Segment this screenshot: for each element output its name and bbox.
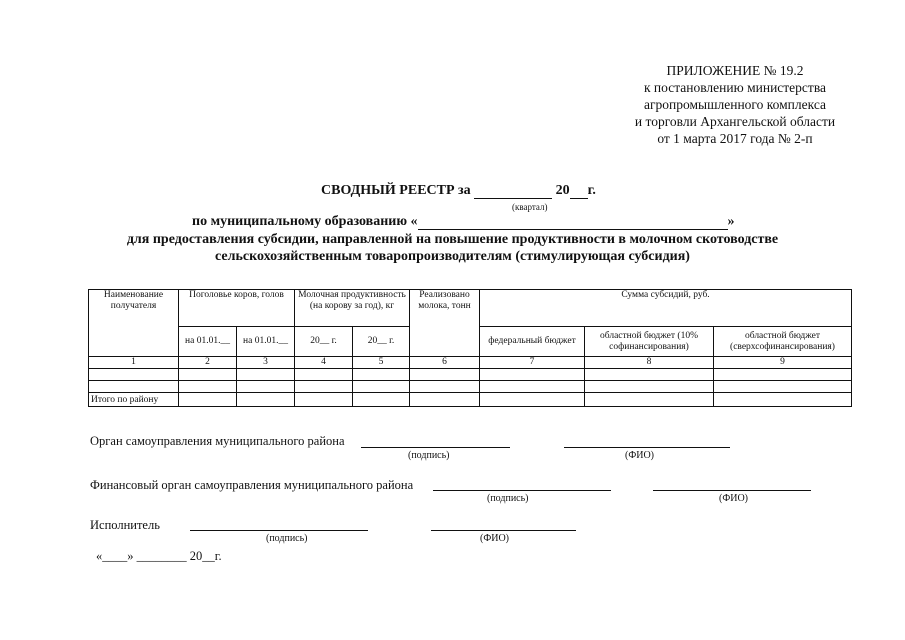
subheader-cows-2: на 01.01.__ (237, 327, 295, 357)
subheader-cows-1: на 01.01.__ (179, 327, 237, 357)
quote-open: « (410, 214, 418, 229)
appendix-line: к постановлению министерства (643, 80, 827, 95)
year-blank[interactable] (570, 186, 588, 199)
appendix-block (600, 62, 870, 147)
subheader-regional-10: областной бюджет (10% софинансирования) (585, 327, 714, 357)
table-cell[interactable] (237, 393, 295, 407)
table-cell[interactable] (295, 369, 353, 381)
quarter-caption: (квартал) (512, 202, 548, 212)
header-subsidy-sum: Сумма субсидий, руб. (480, 290, 852, 327)
executor-label: Исполнитель (90, 518, 160, 532)
table-cell[interactable] (295, 381, 353, 393)
header-recipient: Наименование получателя (89, 290, 179, 357)
table-cell[interactable] (89, 381, 179, 393)
table-cell[interactable] (237, 369, 295, 381)
table-cell[interactable] (179, 393, 237, 407)
table-cell[interactable] (480, 381, 585, 393)
fio-caption: (ФИО) (625, 450, 655, 461)
registry-title-prefix: СВОДНЫЙ РЕЕСТР за (321, 183, 471, 198)
total-row (89, 393, 852, 407)
appendix-line: агропромышленного комплекса (644, 97, 826, 112)
table-cell[interactable] (585, 381, 714, 393)
appendix-title: ПРИЛОЖЕНИЕ № 19.2 (666, 63, 804, 78)
registry-table (88, 289, 852, 407)
header-productivity: Молочная продуктивность (на корову за год), кг (295, 290, 410, 327)
finance-fio-line[interactable] (653, 490, 811, 491)
subheader-prod-2: 20__ г. (353, 327, 410, 357)
table-cell[interactable] (585, 393, 714, 407)
column-number-row (89, 357, 852, 369)
column-number: 9 (714, 357, 852, 369)
column-number: 5 (353, 357, 410, 369)
year-suffix: г. (587, 183, 596, 198)
table-cell[interactable] (179, 381, 237, 393)
purpose-line-2: сельскохозяйственным товаропроизводителям (стимулирующая субсидия) (215, 249, 690, 264)
local-gov-signature-line[interactable] (361, 447, 510, 448)
quote-close: » (727, 214, 735, 229)
table-cell[interactable] (353, 369, 410, 381)
local-gov-label: Орган самоуправления муниципального района (90, 434, 345, 448)
header-cows: Поголовье коров, голов (179, 290, 295, 327)
signature-caption: (подпись) (408, 450, 450, 461)
column-number: 4 (295, 357, 353, 369)
column-number: 6 (410, 357, 480, 369)
table-cell[interactable] (410, 369, 480, 381)
signature-caption: (подпись) (487, 493, 529, 504)
table-cell[interactable] (410, 393, 480, 407)
table-cell[interactable] (237, 381, 295, 393)
column-number: 3 (237, 357, 295, 369)
municipality-label: по муниципальному образованию (192, 214, 408, 229)
subheader-federal: федеральный бюджет (480, 327, 585, 357)
total-row-label: Итого по району (89, 393, 179, 407)
fio-caption: (ФИО) (719, 493, 749, 504)
table-cell[interactable] (353, 393, 410, 407)
column-number: 1 (89, 357, 179, 369)
table-cell[interactable] (353, 381, 410, 393)
year-prefix: 20 (555, 183, 570, 198)
table-cell[interactable] (714, 393, 852, 407)
finance-label: Финансовый орган самоуправления муниципального района (90, 478, 414, 492)
table-cell[interactable] (480, 369, 585, 381)
header-milk-sold: Реализовано молока, тонн (410, 290, 480, 357)
purpose-line-1: для предоставления субсидии, направленной на повышение продуктивности в молочном скотоводстве (126, 232, 779, 247)
date-line[interactable]: «____» ________ 20__г. (96, 549, 222, 563)
table-cell[interactable] (714, 381, 852, 393)
table-cell[interactable] (89, 369, 179, 381)
municipality-blank[interactable] (418, 217, 728, 230)
subheader-prod-1: 20__ г. (295, 327, 353, 357)
local-gov-fio-line[interactable] (564, 447, 730, 448)
signature-caption: (подпись) (266, 533, 308, 544)
table-cell[interactable] (480, 393, 585, 407)
subheader-regional-over: областной бюджет (сверхсофинансирования) (714, 327, 852, 357)
executor-fio-line[interactable] (431, 530, 576, 531)
registry-title (321, 183, 596, 199)
municipality-line (192, 214, 735, 230)
quarter-blank[interactable] (474, 186, 552, 199)
table-cell[interactable] (179, 369, 237, 381)
table-cell[interactable] (585, 369, 714, 381)
column-number: 8 (585, 357, 714, 369)
finance-signature-line[interactable] (433, 490, 611, 491)
fio-caption: (ФИО) (480, 533, 510, 544)
appendix-decree-date: от 1 марта 2017 года № 2-п (657, 131, 813, 146)
appendix-line: и торговли Архангельской области (634, 114, 836, 129)
table-cell[interactable] (714, 369, 852, 381)
table-row (89, 381, 852, 393)
executor-signature-line[interactable] (190, 530, 368, 531)
column-number: 2 (179, 357, 237, 369)
table-cell[interactable] (410, 381, 480, 393)
table-row (89, 369, 852, 381)
table-cell[interactable] (295, 393, 353, 407)
column-number: 7 (480, 357, 585, 369)
